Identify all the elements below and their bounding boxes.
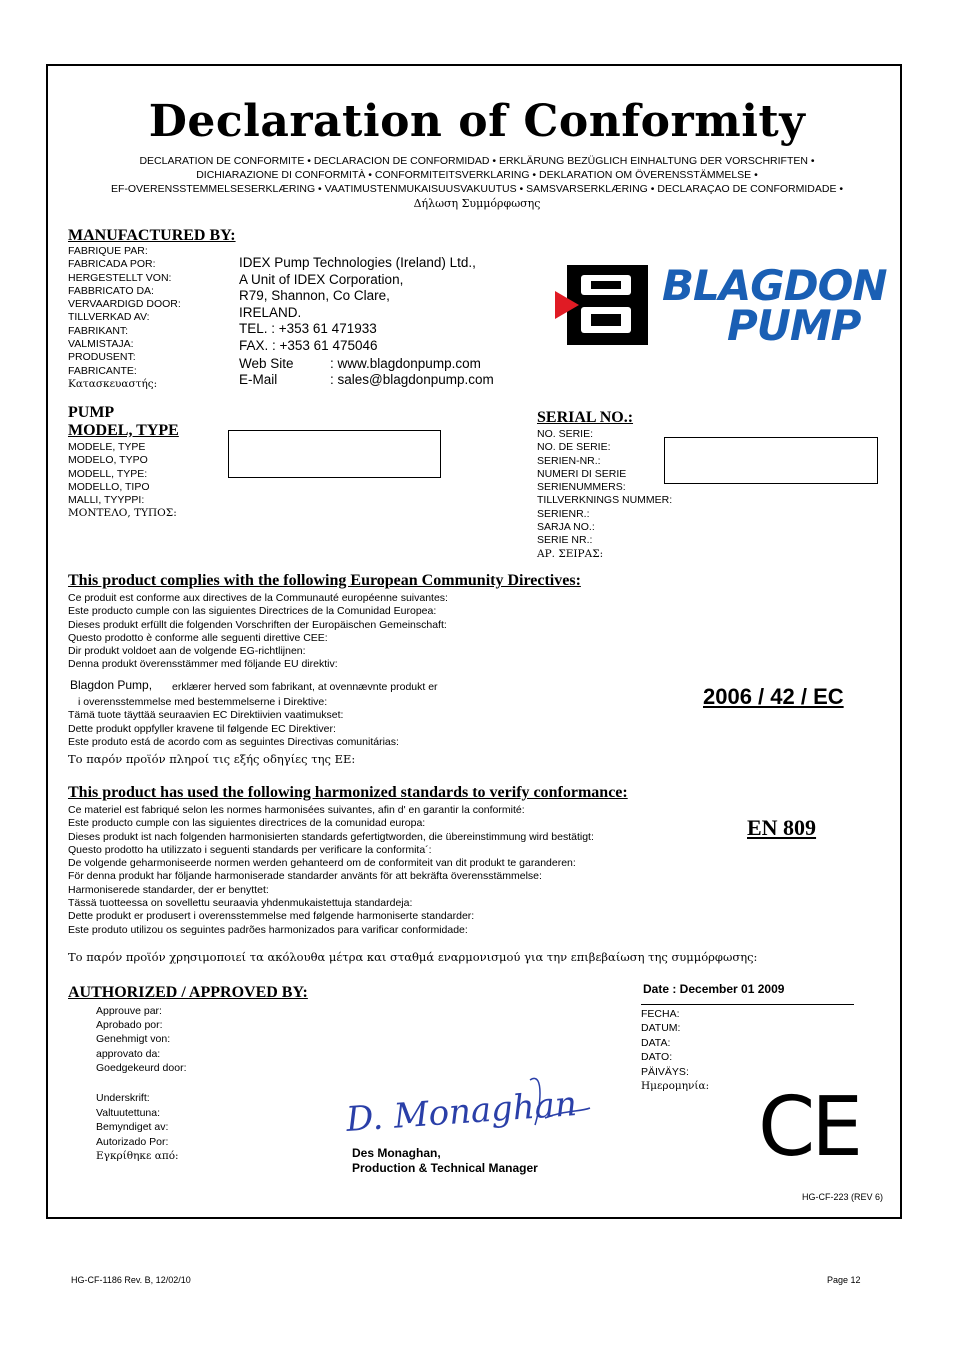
- directive-line: Tämä tuote täyttää seuraavien EC Direktiivien vaatimukset:: [68, 709, 344, 722]
- authorized-label-list: [96, 1004, 186, 1075]
- date-label: DATA:: [641, 1036, 671, 1049]
- authorized-heading: AUTHORIZED / APPROVED BY:: [68, 984, 308, 1001]
- title-translation-line-1: DECLARATION DE CONFORMITE • DECLARACION DE CONFORMIDAD • ERKLÄRUNG BEZÜGLICH EINHALTUNG DER VORSCHRIFTEN •: [139, 155, 815, 167]
- blagdon-b-icon: [555, 263, 650, 347]
- directive-line: i overensstemmelse med bestemmelserne i Direktive:: [78, 696, 328, 708]
- authorized-label: Approuve par:: [96, 1005, 162, 1017]
- model-label: MODELLO, TIPO: [68, 480, 150, 493]
- address-line: A Unit of IDEX Corporation,: [239, 271, 404, 287]
- logo-text-pump: PUMP: [727, 301, 861, 350]
- authorized-label: Genehmigt von:: [96, 1033, 171, 1046]
- form-code: HG-CF-223 (REV 6): [802, 1192, 884, 1202]
- directive-line: Ce produit est conforme aux directives de la Communauté européenne suivantes:: [68, 592, 448, 604]
- standard-greek-line: Το παρόν προϊόν χρησιμοποιεί τα ακόλουθα μέτρα και σταθμά εναρμονισμού για την επιβεβαίωση της συμμόρφωσης:: [68, 950, 758, 964]
- serial-label: NO. SERIE:: [537, 428, 594, 440]
- date-label: PÄIVÄYS:: [641, 1065, 689, 1078]
- standard-line: Harmoniserede standarder, der er benyttet:: [68, 883, 269, 896]
- serial-label: TILLVERKNINGS NUMMER:: [537, 494, 673, 507]
- signature: D. Monaghan: [344, 1083, 579, 1141]
- email-row: [239, 372, 494, 389]
- manufacturer-label: VERVAARDIGD DOOR:: [68, 298, 181, 311]
- standard-line: För denna produkt har följande harmoniserade standarder använts för att bekräfta överensstämmelse:: [68, 870, 542, 883]
- blagdon-logo-mark: [555, 263, 650, 347]
- website-label: Web Site: [239, 355, 294, 371]
- serial-label: SERIE NR.:: [537, 534, 593, 547]
- model-label-greek: ΜΟΝΤΕΛΟ, ΤΥΠΟΣ:: [68, 507, 177, 520]
- directive-line: Dieses produkt erfüllt die folgenden Vorschriften der Europäischen Gemeinschaft:: [68, 618, 447, 631]
- email-label: E-Mail: [239, 372, 278, 388]
- serial-label-greek: ΑΡ. ΣΕΙΡΑΣ:: [537, 547, 604, 560]
- title-translation-line-2: DICHIARAZIONE DI CONFORMITÀ • CONFORMITEITSVERKLARING • DEKLARATION OM ÖVERENSSTÄMMELSE •: [196, 169, 758, 181]
- directives-heading: This product complies with the following European Community Directives:: [68, 572, 581, 589]
- standard-line: Tässä tuotteessa on sovellettu seuraavia yhdenmukaistettuja standardeja:: [68, 897, 413, 910]
- signature-label-greek: Εγκρίθηκε από:: [96, 1150, 179, 1163]
- directive-line: Este produto está de acordo com as seguintes Directivas comunitárias:: [68, 735, 399, 748]
- standard-line: Dette produkt er produsert i overensstemmelse med følgende harmoniserte standarder:: [68, 910, 475, 923]
- date-underline: [641, 1004, 854, 1005]
- danish-declaration-text: erklærer herved som fabrikant, at ovennævnte produkt er: [172, 681, 438, 693]
- phone-line: TEL. : +353 61 471933: [239, 321, 377, 337]
- manufacturer-label: FABRICADA POR:: [68, 258, 156, 271]
- address-line: IRELAND.: [239, 304, 302, 320]
- model-label: MALLI, TYYPPI:: [68, 494, 145, 507]
- signature-label-list: [96, 1091, 179, 1164]
- serial-heading: SERIAL NO.:: [537, 409, 634, 426]
- directive-line: Este producto cumple con las siguientes Directrices de la Comunidad Europea:: [68, 605, 437, 618]
- standards-heading: This product has used the following harmonized standards to verify conformance:: [68, 784, 628, 801]
- manufacturer-label: TILLVERKAD AV:: [68, 311, 150, 324]
- signer-title: Production & Technical Manager: [352, 1161, 538, 1175]
- serial-label: SERIEN-NR.:: [537, 454, 601, 467]
- model-label-list: [68, 441, 177, 521]
- standard-line: Ce materiel est fabriqué selon les normes harmonisées suivantes, afin d' en garantir la conformité:: [68, 804, 525, 816]
- standard-line: Questo prodotto ha utilizzato i seguenti standards per verificare la conformita´:: [68, 843, 432, 856]
- pump-heading: PUMP: [68, 404, 115, 421]
- standard-line: Dieses produkt ist nach folgenden harmonisierten standards gefertigtworden, die übereinstimmung wird bestätigt:: [68, 830, 594, 843]
- title-translation-line-3: EF-OVERENSSTEMMELSESERKLÆRING • VAATIMUSTENMUKAISUUSVAKUUTUS • SAMSVARSERKLÆRING • DECLARAÇAO DE CONFORMIDADE •: [110, 183, 844, 195]
- website-row: [239, 356, 494, 373]
- ce-mark-icon: CE: [758, 1080, 860, 1175]
- serial-number-field[interactable]: [664, 437, 878, 484]
- authorized-label: approvato da:: [96, 1047, 161, 1060]
- footer-document-id: HG-CF-1186 Rev. B, 12/02/10: [71, 1275, 191, 1285]
- email-link[interactable]: : sales@blagdonpump.com: [330, 372, 494, 388]
- serial-label: NUMERI DI SERIE: [537, 467, 627, 480]
- signature-label: Underskrift:: [96, 1092, 150, 1104]
- model-label: MODELO, TYPO: [68, 454, 148, 467]
- website-link[interactable]: : www.blagdonpump.com: [330, 355, 481, 371]
- manufacturer-label-greek: Κατασκευαστής:: [68, 377, 158, 390]
- manufactured-by-heading: MANUFACTURED BY:: [68, 227, 236, 244]
- model-label: MODELE, TYPE: [68, 441, 146, 453]
- standard-line: Este producto cumple con las siguientes directrices de la comunidad europa:: [68, 817, 426, 830]
- authorized-label: Goedgekeurd door:: [96, 1061, 187, 1074]
- directive-line: Questo prodotto è conforme alle seguenti direttive CEE:: [68, 631, 328, 644]
- directive-greek-line: Το παρόν προϊόν πληροί τις εξής οδηγίες της ΕΕ:: [68, 752, 356, 766]
- model-type-field[interactable]: [228, 430, 441, 478]
- footer-page-number: Page 12: [827, 1275, 861, 1285]
- model-label: MODELL, TYPE:: [68, 467, 148, 480]
- address-line: R79, Shannon, Co Clare,: [239, 288, 390, 304]
- signature-label: Autorizado Por:: [96, 1135, 169, 1148]
- signature-label: Bemyndiget av:: [96, 1121, 169, 1134]
- authorized-label: Aprobado por:: [96, 1019, 163, 1032]
- standard-code: EN 809: [747, 815, 817, 840]
- serial-label: SARJA NO.:: [537, 521, 595, 534]
- directives-translations-2: [68, 696, 399, 749]
- manufacturer-label: FABRIQUE PAR:: [68, 245, 148, 257]
- declaration-date: Date : December 01 2009: [643, 982, 785, 996]
- manufacturer-label: HERGESTELLT VON:: [68, 271, 172, 284]
- serial-label: NO. DE SERIE:: [537, 441, 611, 454]
- date-label-list: [641, 1007, 709, 1093]
- model-type-heading: MODEL, TYPE: [68, 422, 179, 439]
- signer-name: Des Monaghan,: [352, 1146, 441, 1160]
- serial-label: SERIENR.:: [537, 507, 590, 520]
- danish-company-name: Blagdon Pump,: [70, 678, 153, 692]
- date-label: DATO:: [641, 1051, 673, 1064]
- directive-line: Dir produkt voldoet aan de volgende EG-richtlijnen:: [68, 645, 306, 658]
- manufacturer-label: FABRIKANT:: [68, 324, 129, 337]
- directive-code: 2006 / 42 / EC: [703, 684, 844, 709]
- directive-line: Denna produkt överensstämmer med följande EU direktiv:: [68, 658, 338, 671]
- logo-text-blagdon: BLAGDON: [662, 261, 887, 310]
- serial-label: SERIENUMMERS:: [537, 481, 626, 494]
- directives-translations: [68, 592, 448, 672]
- page-title: Declaration of Conformity: [148, 96, 806, 147]
- date-label: DATUM:: [641, 1022, 681, 1035]
- signature-flourish-icon: [340, 1070, 600, 1140]
- manufacturer-label: FABRICANTE:: [68, 364, 137, 377]
- title-translation-greek: Δήλωση Συμμόρφωσης: [413, 197, 541, 210]
- manufacturer-label: VALMISTAJA:: [68, 338, 134, 351]
- date-label-greek: Ημερομηνία:: [641, 1080, 710, 1093]
- date-label: FECHA:: [641, 1008, 680, 1020]
- standard-line: Este produto utilizou os seguintes padrões harmonizados para varificar conformidade:: [68, 923, 468, 936]
- manufacturer-label: PRODUSENT:: [68, 351, 136, 364]
- fax-line: FAX. : +353 61 475046: [239, 337, 378, 353]
- manufacturer-label-list: [68, 245, 181, 391]
- manufacturer-label: FABBRICATO DA:: [68, 284, 154, 297]
- directive-line: Dette produkt oppfyller kravene til følgende EC Direktiver:: [68, 722, 336, 735]
- address-line: IDEX Pump Technologies (Ireland) Ltd.,: [239, 255, 476, 270]
- serial-label-list: [537, 428, 672, 561]
- standards-translations: [68, 804, 594, 937]
- manufacturer-address: [239, 255, 494, 389]
- standard-line: De volgende geharmoniseerde normen werden gehanteerd om de conformiteit van dit produkt te garanderen:: [68, 857, 576, 870]
- signature-label: Valtuutettuna:: [96, 1106, 161, 1119]
